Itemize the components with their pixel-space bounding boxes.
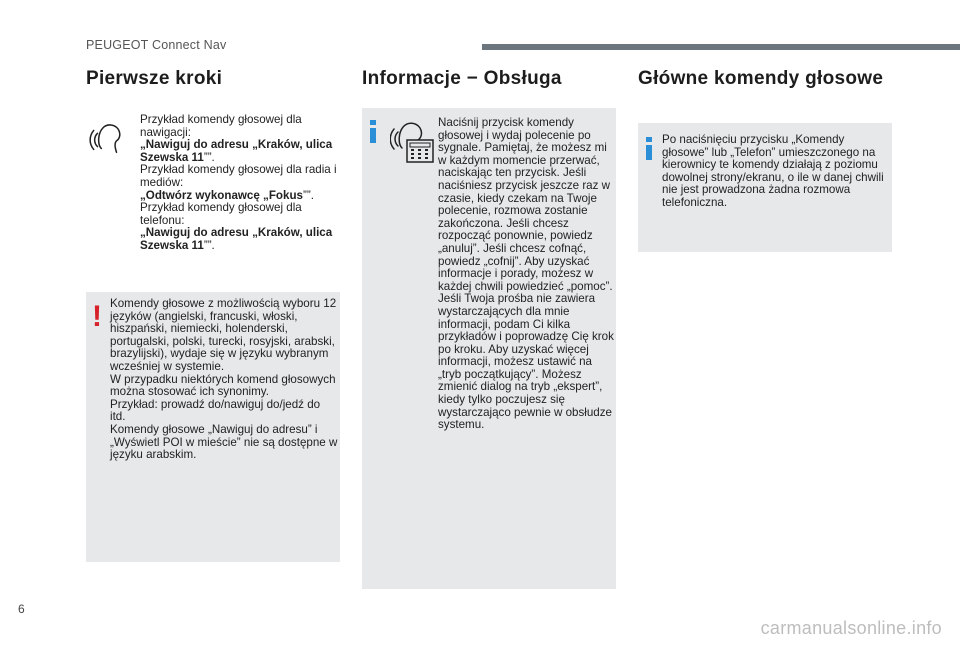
voice-telephone-icon: [390, 118, 442, 164]
column-informacje-obsluga: [362, 68, 618, 432]
intro-nav: Przykład komendy głosowej dla nawigacji:: [140, 113, 302, 139]
info-text: Po naciśnięciu przycisku „Komendy głosowe” lub „Telefon” umieszczonego na kierownicy te komendy działają z poziomu dowolnej strony/ekranu, o ile w danej chwili nie jest prowadzona żadna rozmowa telefoniczna.: [662, 133, 884, 209]
page-number: 6: [18, 602, 25, 616]
cmd-nav: „Nawiguj do adresu „Kraków, ulica Szewska 11””.: [140, 138, 333, 164]
info-box: [362, 108, 616, 589]
watermark: carmanualsonline.info: [760, 618, 942, 638]
voice-examples-text: [140, 114, 340, 253]
running-header: PEUGEOT Connect Nav: [86, 38, 227, 52]
intro-phone: Przykład komendy głosowej dla telefonu:: [140, 201, 302, 227]
column-pierwsze-kroki: [86, 68, 342, 462]
header-bar: [482, 44, 960, 50]
warning-icon: !: [92, 300, 102, 333]
warning-text: Komendy głosowe z możliwością wyboru 12 języków (angielski, francuski, włoski, hiszpański, niemiecki, holenderski, portugalski, polski, turecki, rosyjski, arabski, brazylijski), wydaje się w języku wybranym wcześniej w systemie. W przypadku niektórych komend głosowych można stosować ich synonimy. Przykład: prowadź do/nawiguj do/jedź do itd. Komendy głosowe „Nawiguj do adresu” i „Wyświetl POI w mieście” nie są dostępne w języku arabskim.: [110, 297, 338, 462]
section-title: Główne komendy głosowe: [638, 68, 884, 89]
intro-radio: Przykład komendy głosowej dla radia i mediów:: [140, 163, 337, 189]
voice-command-examples: [86, 114, 342, 290]
warning-box: [86, 292, 340, 562]
section-title: Informacje − Obsługa: [362, 68, 562, 89]
cmd-phone: „Nawiguj do adresu „Kraków, ulica Szewska 11””.: [140, 226, 333, 252]
section-title: Pierwsze kroki: [86, 68, 223, 89]
cmd-radio: „Odtwórz wykonawcę „Fokus””.: [140, 188, 314, 202]
info-text: Naciśnij przycisk komendy głosowej i wydaj polecenie po sygnale. Pamiętaj, że możesz mi w każdym momencie przerwać, naciskając ten przycisk. Jeśli naciśniesz przycisk jeszcze raz w czasie, kiedy czekam na Twoje polecenie, rozmowa zostanie zakończona. Jeśli chcesz rozpocząć ponownie, powiedz „anuluj”. Jeśli chcesz cofnąć, powiedz „cofnij”. Aby uzyskać informacje i porady, możesz w każdej chwili powiedzieć „pomoc”. Jeśli Twoja prośba nie zawiera wystarczających dla mnie informacji, podam Ci kilka przykładów i poprowadzę Cię krok po kroku. Aby uzyskać więcej informacji, możesz ustawić na „tryb początkujący”. Możesz zmienić dialog na tryb „ekspert”, kiedy tylko poczujesz się wystarczająco pewnie w obsłudze systemu.: [438, 116, 614, 432]
voice-command-icon: [88, 120, 126, 158]
info-box: [638, 123, 892, 252]
column-glowne-komendy: [638, 68, 894, 209]
